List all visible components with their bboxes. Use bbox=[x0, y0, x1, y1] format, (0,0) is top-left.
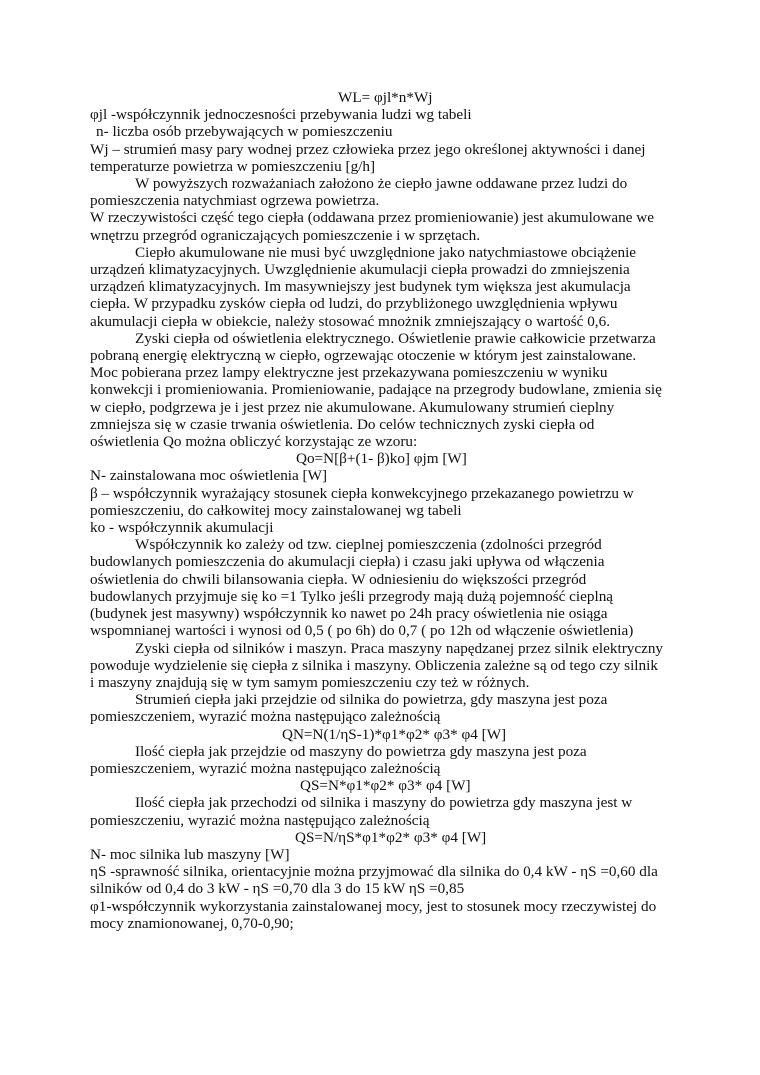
definition-phi-jl: φjl -współczynnik jednoczesności przebywania ludzi wg tabeli bbox=[90, 106, 472, 124]
paragraph-line: (budynek jest masywny) współczynnik ko nawet po 24h pracy oświetlenia nie osiąga bbox=[90, 605, 608, 623]
formula-qs-inside: QS=N/ηS*φ1*φ2* φ3* φ4 [W] bbox=[295, 828, 487, 846]
formula-qs-outside: QS=N*φ1*φ2* φ3* φ4 [W] bbox=[300, 777, 471, 795]
definition-wj-line1: Wj – strumień masy pary wodnej przez człowieka przez jego określonej aktywności i danej bbox=[90, 140, 646, 158]
paragraph-line: Współczynnik ko zależy od tzw. cieplnej pomieszczenia (zdolności przegród bbox=[135, 536, 602, 554]
paragraph-line: pomieszczeniem, wyrazić można następująco zależnością bbox=[90, 708, 441, 726]
definition-n: n- liczba osób przebywających w pomieszczeniu bbox=[96, 123, 393, 141]
paragraph-line: wspomnianej wartości i wynosi od 0,5 ( po 6h) do 0,7 ( po 12h od włączenie oświetlenia) bbox=[90, 622, 634, 640]
paragraph-line: wnętrzu przegród ograniczających pomieszczenie i w sprzętach. bbox=[90, 226, 481, 244]
paragraph-line: Zyski ciepła od oświetlenia elektrycznego. Oświetlenie prawie całkowicie przetwarza bbox=[135, 329, 656, 347]
definition-wj-line2: temperaturze powietrza w pomieszczeniu [g/h] bbox=[90, 157, 376, 175]
paragraph-line: Ciepło akumulowane nie musi być uwzględnione jako natychmiastowe obciążenie bbox=[135, 243, 637, 261]
paragraph-line: powoduje wydzielenie się ciepła z silnika i maszyny. Obliczenia zależne są od tego czy silnik bbox=[90, 656, 658, 674]
paragraph-line: zmniejsza się w czasie trwania oświetlenia. Do celów technicznych zyski ciepła od bbox=[90, 415, 595, 433]
paragraph-line: konwekcji i promieniowania. Promieniowanie, padające na przegrody budowlane, zmienia się bbox=[90, 381, 662, 399]
paragraph-line: pomieszczenia natychmiast ogrzewa powietrza. bbox=[90, 192, 380, 210]
formula-wl: WL= φjl*n*Wj bbox=[338, 89, 433, 106]
definition-eta-line1: ηS -sprawność silnika, orientacyjnie można przyjmować dla silnika do 0,4 kW - ηS =0,60 dla bbox=[90, 863, 658, 881]
document-body bbox=[90, 89, 670, 932]
paragraph-line: W powyższych rozważaniach założono że ciepło jawne oddawane przez ludzi do bbox=[135, 175, 628, 193]
definition-phi1-line2: mocy znamionowanej, 0,70-0,90; bbox=[90, 914, 294, 932]
paragraph-line: pomieszczeniu, wyrazić można następująco zależnością bbox=[90, 811, 430, 829]
paragraph-line: Ilość ciepła jak przejdzie od maszyny do powietrza gdy maszyna jest poza bbox=[135, 742, 587, 760]
definition-n-motor: N- moc silnika lub maszyny [W] bbox=[90, 845, 290, 863]
definition-beta-line1: β – współczynnik wyrażający stosunek ciepła konwekcyjnego przekazanego powietrzu w bbox=[90, 484, 634, 502]
paragraph-line: ciepła. W przypadku zysków ciepła od ludzi, do przybliżonego uwzględnienia wpływu bbox=[90, 295, 618, 313]
paragraph-line: oświetlenia Qo można obliczyć korzystając ze wzoru: bbox=[90, 433, 418, 451]
formula-qo: Qo=N[β+(1- β)ko] φjm [W] bbox=[296, 450, 467, 468]
formula-qn: QN=N(1/ηS-1)*φ1*φ2* φ3* φ4 [W] bbox=[282, 725, 507, 743]
paragraph-line: oświetlenia do chwili bilansowania ciepła. W odniesieniu do większości przegród bbox=[90, 570, 587, 588]
paragraph-line: urządzeń klimatyzacyjnych. Im masywniejszy jest budynek tym większa jest akumulacja bbox=[90, 278, 631, 296]
paragraph-line: Ilość ciepła jak przechodzi od silnika i maszyny do powietrza gdy maszyna jest w bbox=[135, 794, 633, 812]
paragraph-line: W rzeczywistości część tego ciepła (oddawana przez promieniowanie) jest akumulowane we bbox=[90, 209, 654, 227]
paragraph-line: urządzeń klimatyzacyjnych. Uwzględnienie akumulacji ciepła prowadzi do zmniejszenia bbox=[90, 261, 630, 279]
definition-ko: ko - współczynnik akumulacji bbox=[90, 519, 274, 537]
paragraph-line: Zyski ciepła od silników i maszyn. Praca maszyny napędzanej przez silnik elektryczny bbox=[135, 639, 664, 657]
paragraph-line: akumulacji ciepła w obiekcie, należy stosować mnożnik zmniejszający o wartość 0,6. bbox=[90, 312, 610, 330]
definition-beta-line2: pomieszczeniu, do całkowitej mocy zainstalowanej wg tabeli bbox=[90, 501, 462, 519]
paragraph-line: budowlanych przyjmuje się ko =1 Tylko jeśli przegrody mają dużą pojemność cieplną bbox=[90, 587, 614, 605]
paragraph-line: i maszyny znajdują się w tym samym pomieszczeniu czy też w różnych. bbox=[90, 673, 530, 691]
definition-eta-line2: silników od 0,4 do 3 kW - ηS =0,70 dla 3 do 15 kW ηS =0,85 bbox=[90, 880, 465, 898]
paragraph-line: Moc pobierana przez lampy elektryczne jest przekazywana pomieszczeniu w wyniku bbox=[90, 364, 608, 382]
paragraph-line: w ciepło, podgrzewa je i jest przez nie akumulowane. Akumulowany strumień cieplny bbox=[90, 398, 615, 416]
paragraph-line: Strumień ciepła jaki przejdzie od silnika do powietrza, gdy maszyna jest poza bbox=[135, 691, 608, 709]
paragraph-line: pomieszczeniem, wyrazić można następująco zależnością bbox=[90, 759, 441, 777]
definition-n-lighting: N- zainstalowana moc oświetlenia [W] bbox=[90, 467, 328, 485]
paragraph-line: budowlanych pomieszczenia do akumulacji ciepła) i czasu jaki upływa od włączenia bbox=[90, 553, 605, 571]
paragraph-line: pobraną energię elektryczną w ciepło, ogrzewając otoczenie w którym jest zainstalowane. bbox=[90, 347, 637, 365]
definition-phi1-line1: φ1-współczynnik wykorzystania zainstalowanej mocy, jest to stosunek mocy rzeczywistej do bbox=[90, 897, 657, 915]
